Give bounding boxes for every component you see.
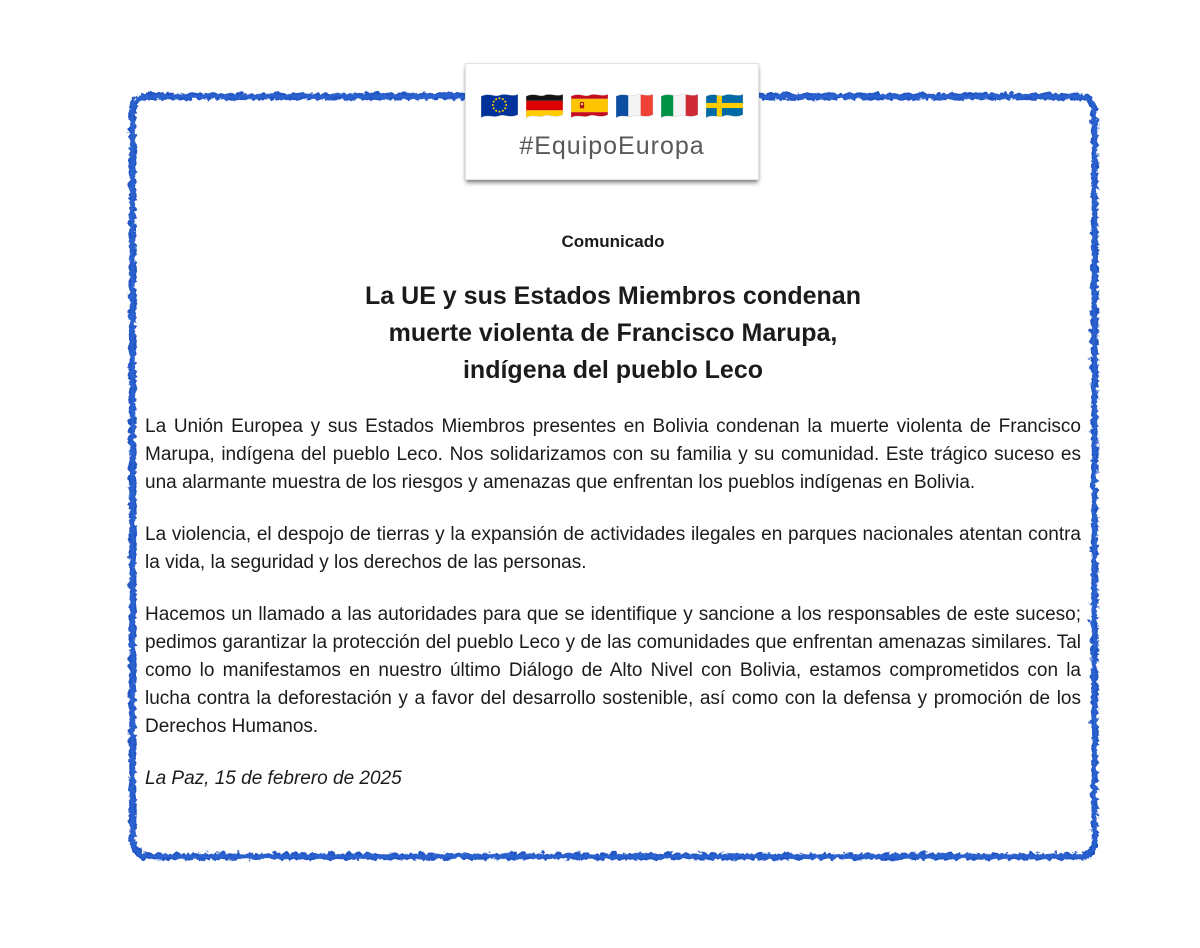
hashtag-label: #EquipoEuropa bbox=[519, 131, 705, 160]
document-title bbox=[145, 278, 1081, 389]
paragraph-3: Hacemos un llamado a las autoridades para que se identifique y sancione a los responsables de este suceso; pedimos garantizar la protección del pueblo Leco y de las comunidades que enfrentan amenazas similares. Tal como lo manifestamos en nuestro último Diálogo de Alto Nivel con Bolivia, estamos comprometidos con la lucha contra la deforestación y a favor del desarrollo sostenible, así como con la defensa y promoción de los Derechos Humanos. bbox=[145, 604, 1081, 737]
flag-italy-icon bbox=[661, 91, 698, 120]
flag-france-icon bbox=[616, 91, 653, 120]
flag-sweden-icon bbox=[706, 91, 743, 120]
paragraph-2: La violencia, el despojo de tierras y la expansión de actividades ilegales en parques nacionales atentan contra la vida, la seguridad y los derechos de las personas. bbox=[145, 524, 1081, 573]
title-line-1: La UE y sus Estados Miembros condenan bbox=[365, 282, 861, 310]
title-line-2: muerte violenta de Francisco Marupa, bbox=[388, 319, 838, 347]
equipo-europa-card bbox=[465, 63, 759, 180]
flags-row bbox=[481, 91, 743, 120]
dateline: La Paz, 15 de febrero de 2025 bbox=[145, 768, 402, 789]
flag-eu-icon bbox=[481, 91, 518, 120]
paragraph-1: La Unión Europea y sus Estados Miembros presentes en Bolivia condenan la muerte violenta de Francisco Marupa, indígena del pueblo Leco. Nos solidarizamos con su familia y su comunidad. Este trágico suceso es una alarmante muestra de los riesgos y amenazas que enfrentan los pueblos indígenas en Bolivia. bbox=[145, 416, 1081, 493]
flag-germany-icon bbox=[526, 91, 563, 120]
kicker: Comunicado bbox=[561, 232, 665, 251]
flag-spain-icon bbox=[571, 91, 608, 120]
title-line-3: indígena del pueblo Leco bbox=[462, 356, 764, 384]
document-body bbox=[145, 232, 1081, 793]
